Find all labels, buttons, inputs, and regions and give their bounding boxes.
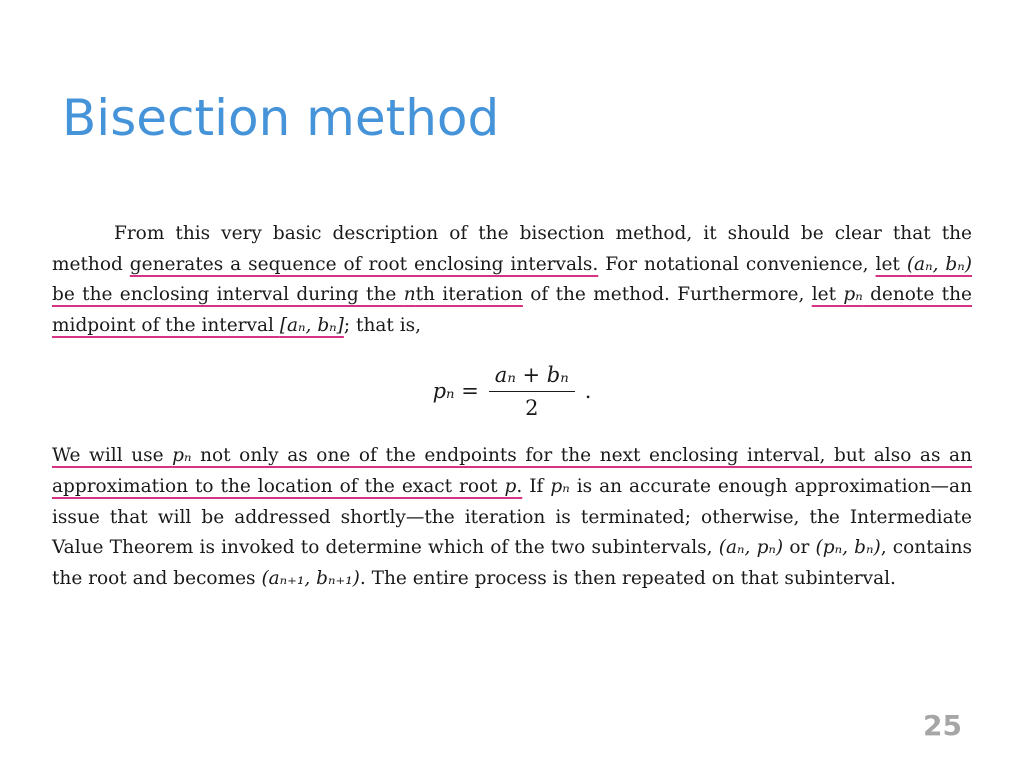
text-segment: If bbox=[522, 475, 551, 497]
text-segment: . The entire process is then repeated on that subinterval. bbox=[359, 567, 896, 589]
math-subinterval-left: (aₙ, pₙ) bbox=[718, 537, 784, 559]
excerpt-paragraph-1 bbox=[52, 219, 972, 341]
highlighted-phrase-sequence: generates a sequence of root enclosing intervals. bbox=[129, 253, 599, 275]
math-interval: (aₙ, bₙ) bbox=[906, 253, 972, 275]
math-p: p bbox=[504, 475, 517, 497]
text-segment: . bbox=[516, 475, 523, 497]
textbook-excerpt bbox=[52, 219, 972, 594]
text-segment: , contains the root and becomes bbox=[52, 537, 972, 589]
equation-denominator: 2 bbox=[525, 395, 539, 420]
math-pn: pₙ bbox=[172, 445, 192, 467]
equation-body bbox=[433, 363, 592, 420]
text-segment: is an accurate enough approximation—an issue that will be addressed shortly—the iteration is terminated; otherwise, the Intermediate Value Theorem is invoked to determine which of the two subintervals, bbox=[52, 475, 972, 559]
equation-lhs: pₙ = bbox=[432, 379, 479, 404]
text-segment: ; that is, bbox=[343, 314, 421, 336]
text-segment: let bbox=[875, 253, 907, 275]
math-n: n bbox=[403, 284, 416, 306]
math-interval: [aₙ, bₙ] bbox=[279, 314, 344, 336]
text-segment: or bbox=[783, 537, 816, 559]
text-segment: From this very basic description of the bisection method, it should be clear that the method bbox=[52, 223, 972, 275]
text-segment: We will use bbox=[52, 445, 173, 467]
equation-numerator: aₙ + bₙ bbox=[489, 363, 575, 392]
midpoint-equation bbox=[52, 341, 972, 441]
text-segment: For notational convenience, bbox=[598, 253, 876, 275]
text-segment: let bbox=[811, 284, 844, 306]
text-segment: denote the midpoint of the interval bbox=[52, 284, 972, 336]
math-next-interval: (aₙ₊₁, bₙ₊₁) bbox=[261, 567, 360, 589]
equation-fraction bbox=[489, 363, 575, 420]
text-segment: th iteration bbox=[415, 284, 523, 306]
equation-period: . bbox=[584, 379, 592, 404]
slide-title: Bisection method bbox=[62, 89, 500, 147]
excerpt-paragraph-2 bbox=[52, 441, 972, 594]
math-subinterval-right: (pₙ, bₙ) bbox=[815, 537, 881, 559]
math-pn: pₙ bbox=[550, 475, 570, 497]
text-segment: of the method. Furthermore, bbox=[522, 284, 812, 306]
text-segment: not only as one of the endpoints for the next enclosing interval, but also as an approximation to the location of the exact root bbox=[52, 445, 972, 497]
page-number: 25 bbox=[923, 709, 962, 742]
math-pn: pₙ bbox=[843, 284, 863, 306]
text-segment: be the enclosing interval during the bbox=[52, 284, 404, 306]
